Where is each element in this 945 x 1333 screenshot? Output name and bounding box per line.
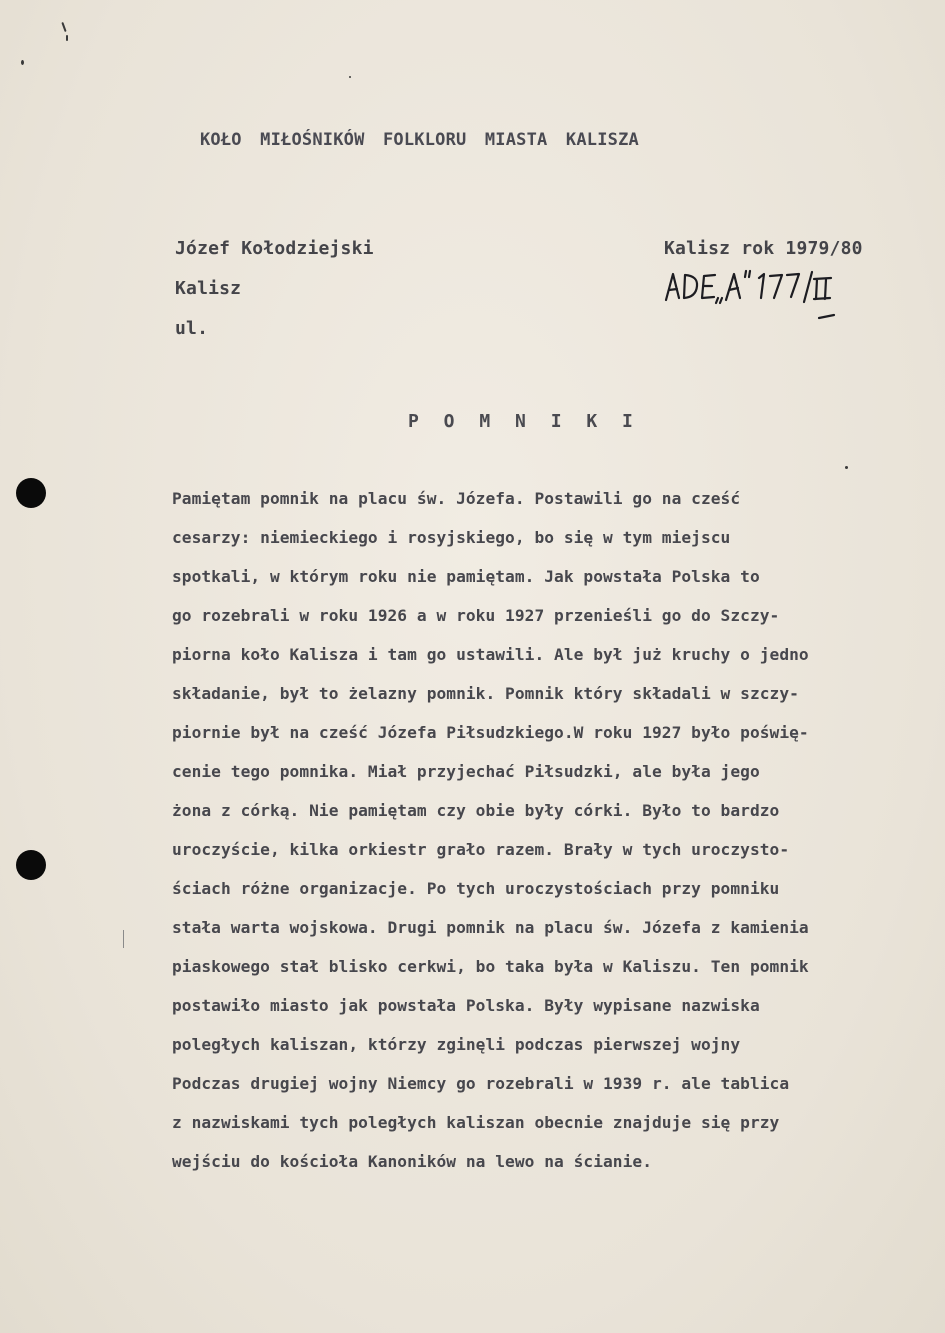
body-line: składanie, był to żelazny pomnik. Pomnik który składali w szczy-	[172, 684, 799, 703]
body-line: żona z córką. Nie pamiętam czy obie były córki. Było to bardzo	[172, 801, 780, 820]
place-and-date: Kalisz rok 1979/80	[664, 238, 863, 259]
punch-hole	[16, 478, 46, 508]
document-title: P O M N I K I	[408, 411, 640, 432]
body-line: piornie był na cześć Józefa Piłsudzkiego.W roku 1927 było poświę-	[172, 723, 809, 742]
body-text	[172, 488, 942, 1190]
body-line: go rozebrali w roku 1926 a w roku 1927 przenieśli go do Szczy-	[172, 606, 780, 625]
paper-speck	[61, 22, 66, 32]
sender-name: Józef Kołodziejski	[175, 238, 374, 259]
paper-speck	[349, 76, 351, 78]
punch-hole	[16, 850, 46, 880]
body-line: ściach różne organizacje. Po tych uroczystościach przy pomniku	[172, 879, 780, 898]
body-line: cesarzy: niemieckiego i rosyjskiego, bo się w tym miejscu	[172, 528, 731, 547]
body-line: uroczyście, kilka orkiestr grało razem. Brały w tych uroczysto-	[172, 840, 790, 859]
paper-speck	[66, 35, 68, 41]
paper-speck	[21, 60, 24, 65]
body-line: poległych kaliszan, którzy zginęli podczas pierwszej wojny	[172, 1035, 741, 1054]
handwritten-archive-mark	[664, 264, 854, 324]
organization-header: KOŁO MIŁOŚNIKÓW FOLKLORU MIASTA KALISZA	[200, 130, 639, 150]
body-line: Pamiętam pomnik na placu św. Józefa. Postawili go na cześć	[172, 489, 741, 508]
body-line: postawiło miasto jak powstała Polska. Były wypisane nazwiska	[172, 996, 760, 1015]
body-line: Podczas drugiej wojny Niemcy go rozebrali w 1939 r. ale tablica	[172, 1074, 790, 1093]
body-line: wejściu do kościoła Kanoników na lewo na ścianie.	[172, 1152, 652, 1171]
body-line: stała warta wojskowa. Drugi pomnik na placu św. Józefa z kamienia	[172, 918, 809, 937]
body-line: piorna koło Kalisza i tam go ustawili. Ale był już kruchy o jedno	[172, 645, 809, 664]
body-line: piaskowego stał blisko cerkwi, bo taka była w Kaliszu. Ten pomnik	[172, 957, 809, 976]
paper-speck	[845, 466, 848, 469]
body-line: cenie tego pomnika. Miał przyjechać Piłsudzki, ale była jego	[172, 762, 760, 781]
paper-speck	[123, 930, 124, 948]
body-line: z nazwiskami tych poległych kaliszan obecnie znajduje się przy	[172, 1113, 780, 1132]
sender-street: ul.	[175, 318, 209, 339]
body-line: spotkali, w którym roku nie pamiętam. Jak powstała Polska to	[172, 567, 760, 586]
sender-city: Kalisz	[175, 278, 242, 299]
